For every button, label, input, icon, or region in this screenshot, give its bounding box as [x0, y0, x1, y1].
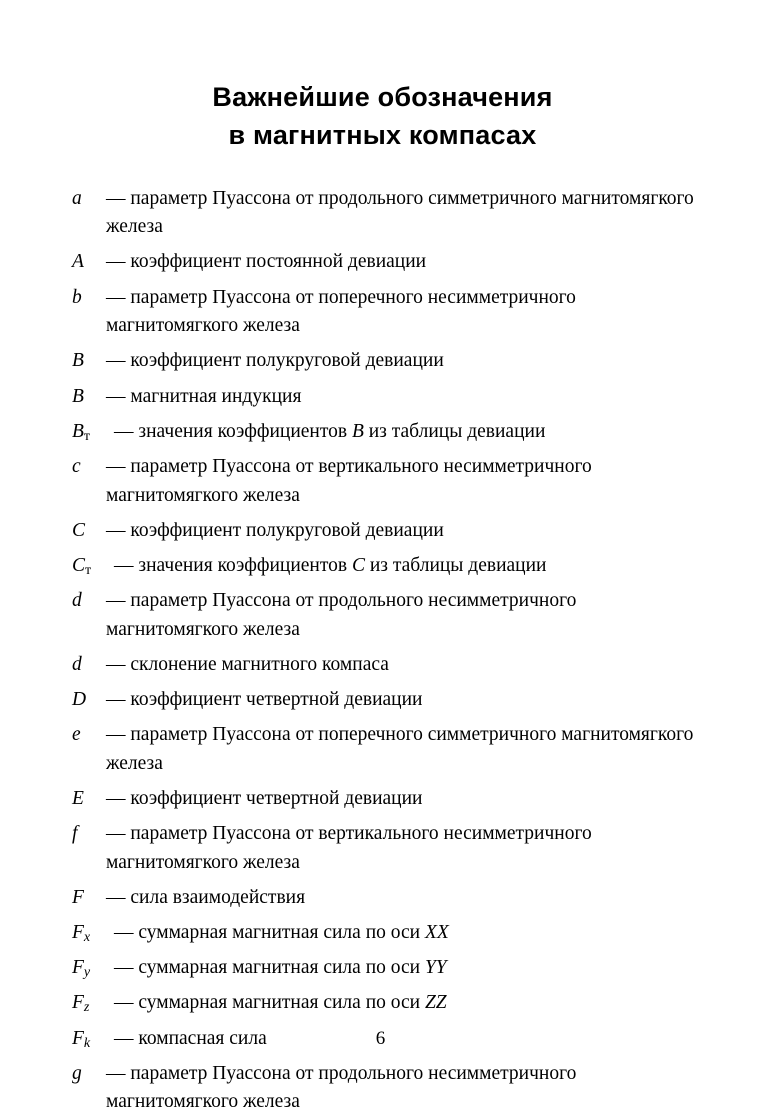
notation-description: — компасная сила: [114, 1027, 267, 1049]
notation-description: — параметр Пуассона от поперечного симметричного магнитомягкого железа: [106, 724, 694, 774]
notation-entry: [72, 785, 703, 814]
notation-entry: [72, 284, 703, 341]
notation-symbol: E: [72, 787, 84, 809]
notation-symbol-subscript: x: [83, 929, 91, 946]
notation-description: — коэффициент четвертной девиации: [106, 689, 423, 710]
notation-symbol-subscript: т: [85, 561, 92, 578]
notation-entry: [72, 517, 703, 546]
notation-description: — склонение магнитного компаса: [106, 653, 389, 675]
notation-symbol: $B_т$: [72, 420, 91, 444]
notation-entry: [72, 721, 703, 778]
page-title-line-1: Важнейшие обозначения: [212, 82, 553, 112]
notation-entry: [72, 919, 703, 948]
notation-symbol: C: [72, 519, 86, 541]
notation-description: — магнитная индукция: [106, 385, 302, 407]
notation-description: — коэффициент постоянной девиации: [106, 251, 427, 273]
page-number: 6: [375, 1028, 386, 1049]
notation-symbol: $F_y$: [72, 957, 91, 981]
notation-description: — параметр Пуассона от продольного несимметричного магнитомягкого железа: [106, 1062, 577, 1113]
notation-symbol: B: [72, 385, 84, 407]
notation-symbol: $C_т$: [72, 554, 92, 578]
notation-description: — сила взаимодействия: [106, 886, 306, 908]
notation-entry: [72, 884, 703, 913]
notation-description: — параметр Пуассона от продольного несимметричного магнитомягкого железа: [106, 590, 577, 640]
notation-description: — суммарная магнитная сила по оси XX: [114, 922, 449, 944]
notation-description: — суммарная магнитная сила по оси ZZ: [114, 992, 447, 1014]
notation-entry: [72, 651, 703, 680]
notation-list: [62, 185, 703, 1117]
notation-symbol-subscript: т: [83, 427, 91, 444]
notation-description: — значения коэффициентов C из таблицы девиации: [114, 554, 547, 576]
notation-entry: [72, 686, 703, 715]
notation-symbol: b: [72, 286, 82, 308]
notation-description: — суммарная магнитная сила по оси YY: [114, 957, 447, 979]
notation-description: — коэффициент полукруговой девиации: [106, 519, 444, 541]
notation-description: — коэффициент четвертной девиации: [106, 787, 423, 809]
notation-symbol: B: [72, 350, 84, 372]
notation-entry: [72, 587, 703, 644]
notation-entry: [72, 989, 703, 1018]
notation-symbol: d: [72, 653, 82, 675]
notation-entry: [72, 418, 703, 447]
notation-description: — коэффициент полукруговой девиации: [106, 350, 444, 372]
notation-entry: [72, 820, 703, 877]
notation-symbol: $F_x$: [72, 922, 91, 946]
notation-symbol: a: [72, 187, 82, 209]
notation-description: — значения коэффициентов B из таблицы девиации: [114, 420, 546, 442]
notation-entry: [72, 1060, 703, 1117]
notation-symbol: $F_k$: [72, 1027, 91, 1051]
notation-symbol: F: [72, 886, 84, 908]
notation-entry: [72, 185, 703, 242]
notation-entry: [72, 383, 703, 412]
notation-symbol: e: [72, 724, 81, 746]
notation-symbol: D: [72, 689, 87, 710]
notation-symbol: f: [72, 823, 78, 845]
notation-description: — параметр Пуассона от поперечного несимметричного магнитомягкого железа: [106, 286, 576, 337]
notation-symbol-subscript: y: [83, 964, 91, 981]
notation-symbol-subscript: z: [83, 999, 90, 1016]
notation-symbol: A: [72, 251, 84, 273]
notation-entry: [72, 954, 703, 983]
notation-entry: [72, 453, 703, 510]
notation-entry: [72, 552, 703, 581]
notation-description: — параметр Пуассона от вертикального несимметричного магнитомягкого железа: [106, 455, 592, 506]
notation-symbol: g: [72, 1062, 82, 1084]
page-title-line-2: в магнитных компасах: [228, 120, 537, 151]
notation-symbol: $F_z$: [72, 992, 90, 1016]
notation-symbol: c: [72, 455, 81, 477]
page-title: [62, 78, 703, 155]
notation-symbol-subscript: k: [83, 1034, 91, 1051]
notation-entry: [72, 248, 703, 277]
notation-entry: [72, 347, 703, 376]
notation-symbol: d: [72, 590, 82, 612]
notation-description: — параметр Пуассона от продольного симметричного магнитомягкого железа: [106, 187, 694, 238]
notation-description: — параметр Пуассона от вертикального несимметричного магнитомягкого железа: [106, 823, 592, 873]
